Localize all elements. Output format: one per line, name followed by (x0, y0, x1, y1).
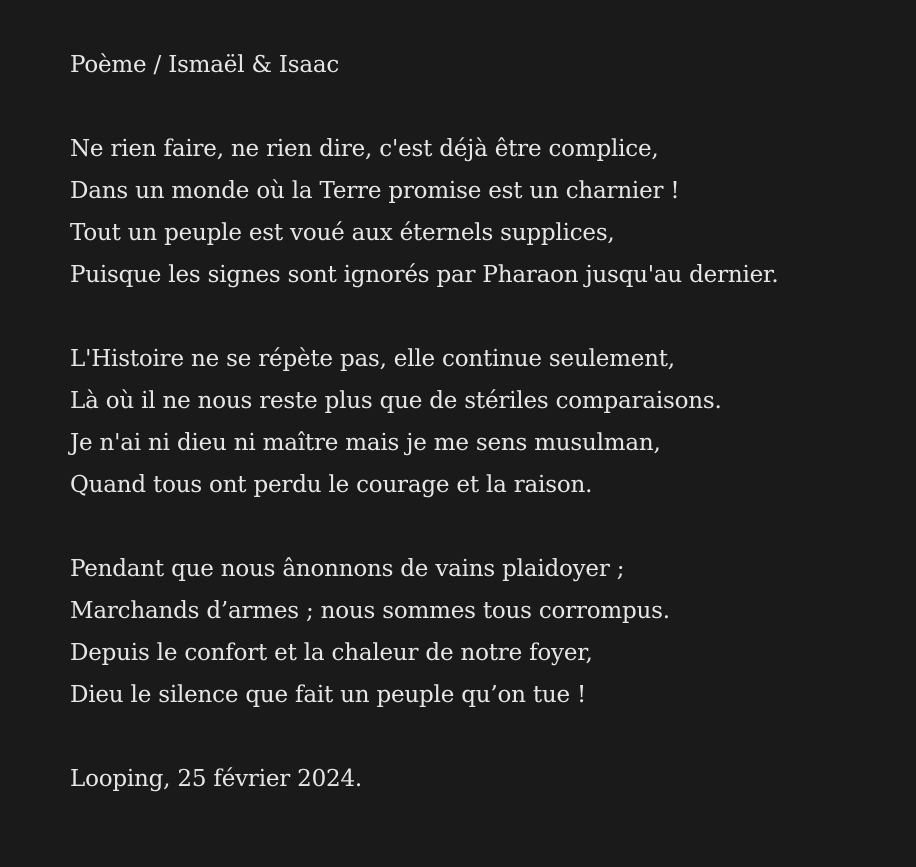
stanza-1 (70, 128, 900, 296)
poem (70, 44, 900, 800)
verse-line: Dieu le silence que fait un peuple qu’on tue ! (70, 682, 587, 708)
verse-line: Quand tous ont perdu le courage et la raison. (70, 472, 593, 498)
stanza-2 (70, 338, 900, 506)
stanza-gap (70, 296, 900, 338)
stanza-3 (70, 548, 900, 716)
verse-line: Ne rien faire, ne rien dire, c'est déjà être complice, (70, 136, 659, 162)
stanza-gap (70, 506, 900, 548)
verse-line: Marchands d’armes ; nous sommes tous corrompus. (70, 598, 670, 624)
verse-line: Tout un peuple est voué aux éternels supplices, (70, 220, 615, 246)
verse-line: Je n'ai ni dieu ni maître mais je me sens musulman, (70, 430, 661, 456)
poem-title: Poème / Ismaël & Isaac (70, 52, 340, 78)
stanza-gap (70, 86, 900, 128)
verse-line: L'Histoire ne se répète pas, elle continue seulement, (70, 346, 675, 372)
signature: Looping, 25 février 2024. (70, 766, 363, 792)
verse-line: Puisque les signes sont ignorés par Pharaon jusqu'au dernier. (70, 262, 779, 288)
verse-line: Là où il ne nous reste plus que de stériles comparaisons. (70, 388, 722, 414)
verse-line: Depuis le confort et la chaleur de notre foyer, (70, 640, 593, 666)
verse-line: Dans un monde où la Terre promise est un charnier ! (70, 178, 680, 204)
verse-line: Pendant que nous ânonnons de vains plaidoyer ; (70, 556, 625, 582)
stanza-gap (70, 716, 900, 758)
